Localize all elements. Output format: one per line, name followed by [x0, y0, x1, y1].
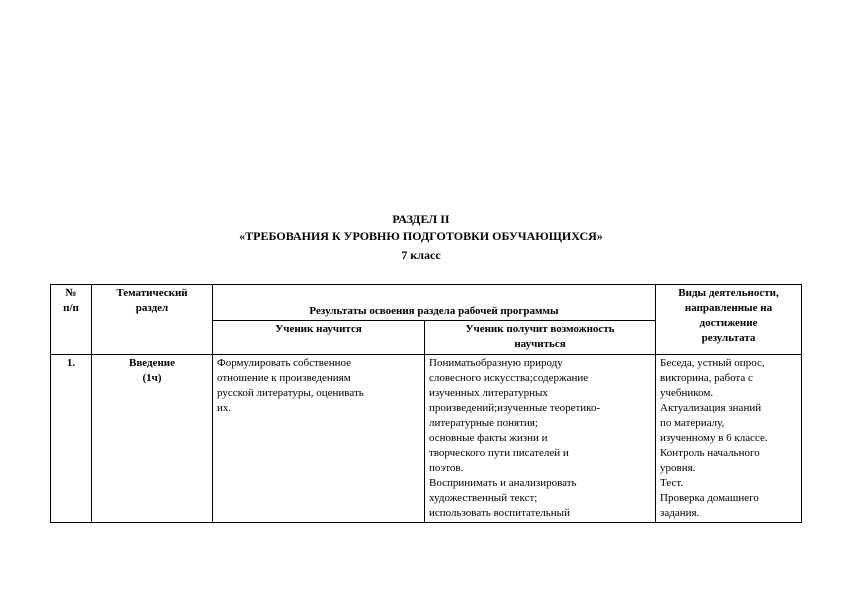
- section-subtitle: «ТРЕБОВАНИЯ К УРОВНЮ ПОДГОТОВКИ ОБУЧАЮЩИХСЯ»: [239, 229, 603, 243]
- row-may-learn: Пониматьобразную природу словесного искусства;содержание изученных литературных произведений;изученные теоретико- литературные понятия; основные факты жизни и творческого пути писателей и поэтов. Воспринимать и анализировать художественный текст; использовать воспитательный: [425, 355, 656, 523]
- header-section: Тематический раздел: [92, 285, 213, 355]
- table-row: [51, 355, 802, 523]
- header-activities: Виды деятельности, направленные на достижение результата: [656, 285, 802, 355]
- header-student-learns: Ученик научится: [213, 321, 425, 355]
- header-results: Результаты освоения раздела рабочей программы: [213, 285, 656, 321]
- section-title: РАЗДЕЛ II: [392, 212, 450, 226]
- header-student-may-learn: Ученик получит возможность научиться: [425, 321, 656, 355]
- grade-label: 7 класс: [401, 248, 441, 262]
- row-learns: Формулировать собственное отношение к произведениям русской литературы, оценивать их.: [213, 355, 425, 523]
- header-number: № п/п: [51, 285, 92, 355]
- row-activities: Беседа, устный опрос, викторина, работа с учебником. Актуализация знаний по материалу, изученному в 6 классе. Контроль начального уровня. Тест. Проверка домашнего задания.: [656, 355, 802, 523]
- row-section: Введение (1ч): [92, 355, 213, 523]
- requirements-table: [50, 284, 802, 523]
- row-number: 1.: [51, 355, 92, 523]
